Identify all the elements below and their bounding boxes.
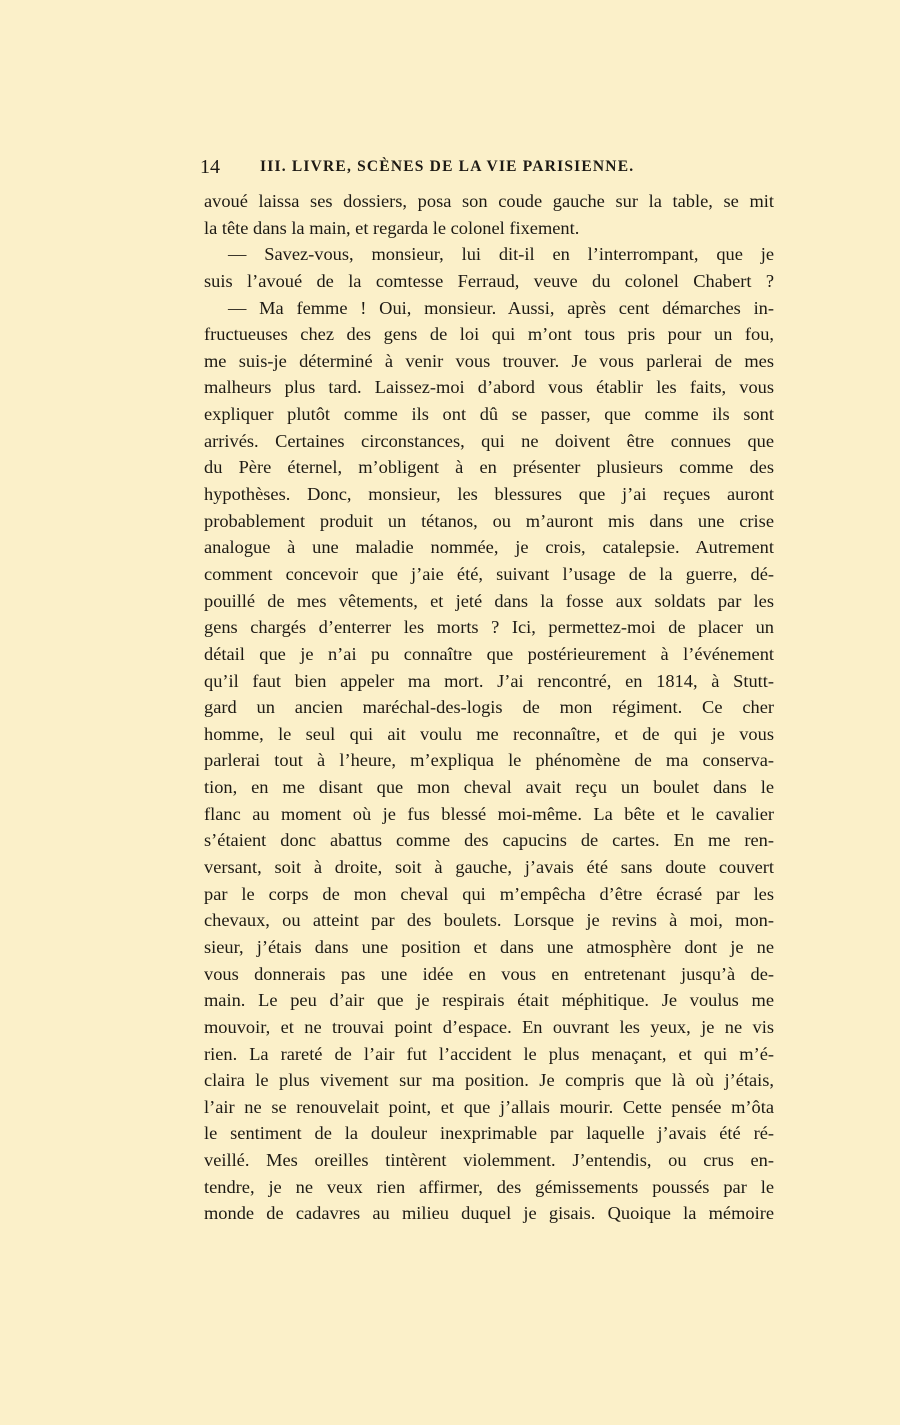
running-title: III. LIVRE, SCÈNES DE LA VIE PARISIENNE. xyxy=(260,158,635,175)
text-line: expliquer plutôt comme ils ont dû se passer, que comme ils sont xyxy=(204,404,774,425)
page-number: 14 xyxy=(200,156,220,178)
text-line: versant, soit à droite, soit à gauche, j’avais été sans doute couvert xyxy=(204,857,774,878)
text-line: s’étaient donc abattus comme des capucins de cartes. En me ren- xyxy=(204,830,774,851)
text-line: rien. La rareté de l’air fut l’accident le plus menaçant, et qui m’é- xyxy=(204,1043,774,1064)
text-line: — Ma femme ! Oui, monsieur. Aussi, après cent démarches in- xyxy=(228,297,774,318)
text-line: suis l’avoué de la comtesse Ferraud, veuve du colonel Chabert ? xyxy=(204,270,774,291)
text-line: avoué laissa ses dossiers, posa son coude gauche sur la table, se mit xyxy=(204,191,774,211)
running-header xyxy=(200,156,720,184)
text-line: hypothèses. Donc, monsieur, les blessures que j’ai reçues auront xyxy=(204,484,774,505)
text-line: qu’il faut bien appeler ma mort. J’ai rencontré, en 1814, à Stutt- xyxy=(204,670,774,691)
text-line: main. Le peu d’air que je respirais était méphitique. Je voulus me xyxy=(204,990,774,1011)
text-line: flanc au moment où je fus blessé moi-même. La bête et le cavalier xyxy=(204,803,774,824)
text-line: me suis-je déterminé à venir vous trouver. Je vous parlerai de mes xyxy=(204,350,774,371)
text-line: du Père éternel, m’obligent à en présenter plusieurs comme des xyxy=(204,457,774,478)
text-line: vous donnerais pas une idée en vous en entretenant jusqu’à de- xyxy=(204,963,774,984)
text-line: fructueuses chez des gens de loi qui m’ont tous pris pour un fou, xyxy=(204,324,774,345)
text-line: gard un ancien maréchal-des-logis de mon régiment. Ce cher xyxy=(204,697,774,718)
text-line: malheurs plus tard. Laissez-moi d’abord vous établir les faits, vous xyxy=(204,377,774,398)
text-line: tendre, je ne veux rien affirmer, des gémissements poussés par le xyxy=(204,1176,774,1197)
text-line: mouvoir, et ne trouvai point d’espace. En ouvrant les yeux, je ne vis xyxy=(204,1016,774,1037)
text-line: détail que je n’ai pu connaître que postérieurement à l’événement xyxy=(204,643,774,664)
text-line: veillé. Mes oreilles tintèrent violemment. J’entendis, ou crus en- xyxy=(204,1150,774,1171)
text-line: homme, le seul qui ait voulu me reconnaître, et de qui je vous xyxy=(204,723,774,744)
text-line: analogue à une maladie nommée, je crois, catalepsie. Autrement xyxy=(204,537,774,558)
text-line: chevaux, ou atteint par des boulets. Lorsque je revins à moi, mon- xyxy=(204,910,774,931)
text-line: le sentiment de la douleur inexprimable par laquelle j’avais été ré- xyxy=(204,1123,774,1144)
text-line: parlerai tout à l’heure, m’expliqua le phénomène de ma conserva- xyxy=(204,750,774,771)
text-line: par le corps de mon cheval qui m’empêcha d’être écrasé par les xyxy=(204,883,774,904)
text-line: gens chargés d’enterrer les morts ? Ici, permettez-moi de placer un xyxy=(204,617,774,638)
body-text xyxy=(204,188,774,1227)
text-line: la tête dans la main, et regarda le colonel fixement. xyxy=(204,217,580,238)
text-line: probablement produit un tétanos, ou m’auront mis dans une crise xyxy=(204,510,774,531)
text-line: l’air ne se renouvelait point, et que j’allais mourir. Cette pensée m’ôta xyxy=(204,1096,774,1117)
text-line: — Savez-vous, monsieur, lui dit-il en l’interrompant, que je xyxy=(228,244,774,265)
text-line: pouillé de mes vêtements, et jeté dans la fosse aux soldats par les xyxy=(204,590,774,611)
text-line: arrivés. Certaines circonstances, qui ne doivent être connues que xyxy=(204,430,774,451)
text-line: claira le plus vivement sur ma position. Je compris que là où j’étais, xyxy=(204,1070,774,1091)
text-line: tion, en me disant que mon cheval avait reçu un boulet dans le xyxy=(204,777,774,798)
text-line: comment concevoir que j’aie été, suivant l’usage de la guerre, dé- xyxy=(204,563,774,584)
text-line: monde de cadavres au milieu duquel je gisais. Quoique la mémoire xyxy=(204,1203,774,1224)
text-line: sieur, j’étais dans une position et dans une atmosphère dont je ne xyxy=(204,936,774,957)
